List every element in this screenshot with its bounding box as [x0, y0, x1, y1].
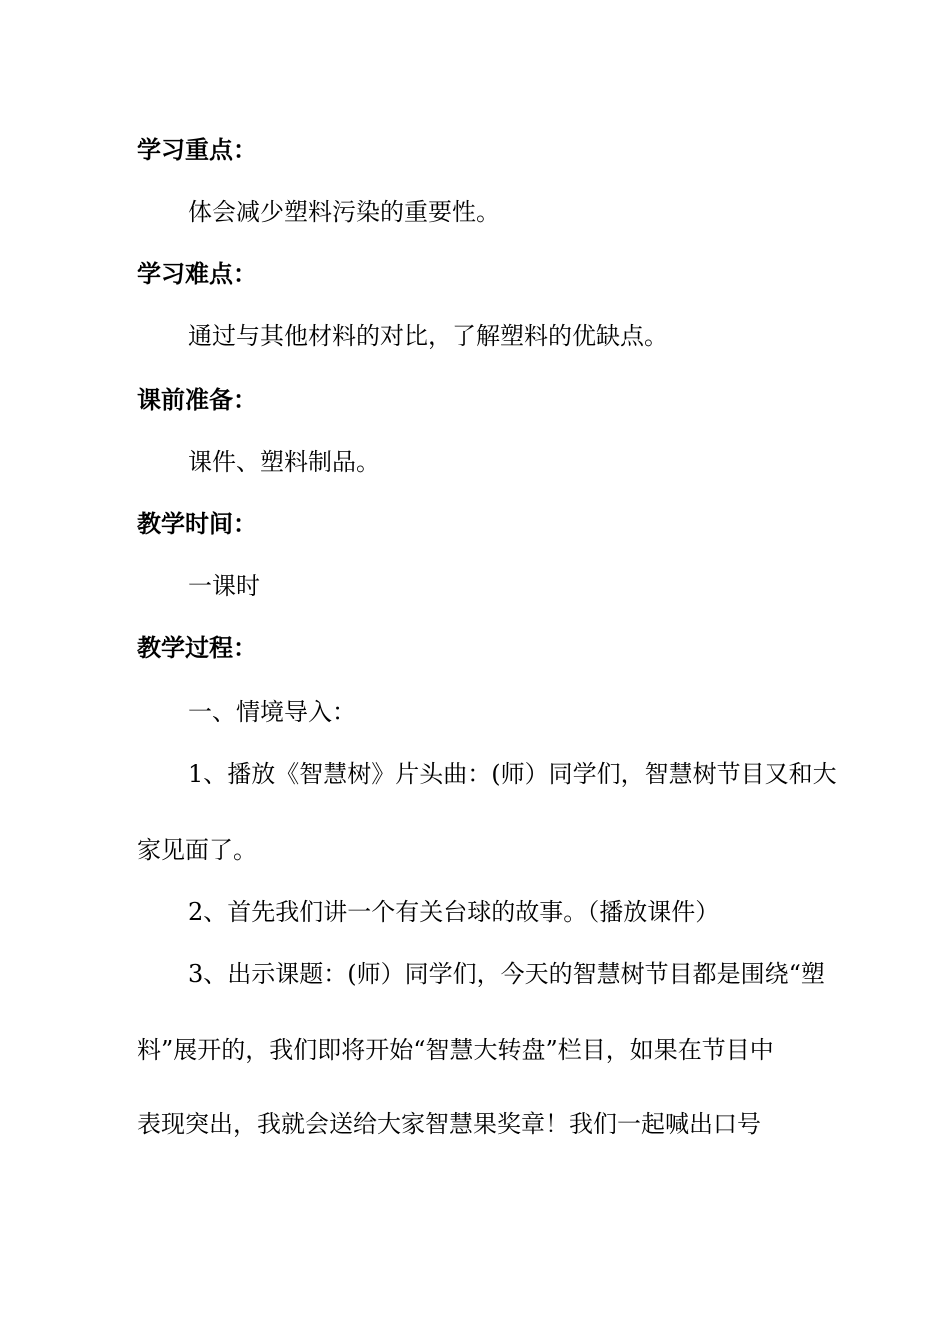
section-content-preparation: 课件、塑料制品。 [188, 448, 380, 476]
section-heading-time: 教学时间： [137, 510, 257, 538]
paragraph-line: 家见面了。 [137, 836, 257, 864]
paragraph-line: 2、首先我们讲一个有关台球的故事。（播放课件） [188, 898, 720, 926]
section-heading-difficulties: 学习难点： [137, 260, 257, 288]
paragraph-line: 1、播放《智慧树》片头曲：(师）同学们，智慧树节目又和大 [188, 760, 837, 788]
section-content-process: 一、情境导入： [188, 698, 356, 726]
section-heading-preparation: 课前准备： [137, 386, 257, 414]
paragraph-line: 料”展开的，我们即将开始“智慧大转盘”栏目，如果在节目中 [137, 1036, 774, 1064]
section-heading-process: 教学过程： [137, 634, 257, 662]
section-content-difficulties: 通过与其他材料的对比，了解塑料的优缺点。 [188, 322, 668, 350]
section-content-key-points: 体会减少塑料污染的重要性。 [188, 198, 500, 226]
section-heading-key-points: 学习重点： [137, 136, 257, 164]
paragraph-line: 表现突出，我就会送给大家智慧果奖章！我们一起喊出口号 [137, 1110, 761, 1138]
section-content-time: 一课时 [188, 572, 260, 600]
paragraph-line: 3、出示课题：(师）同学们，今天的智慧树节目都是围绕“塑 [188, 960, 825, 988]
